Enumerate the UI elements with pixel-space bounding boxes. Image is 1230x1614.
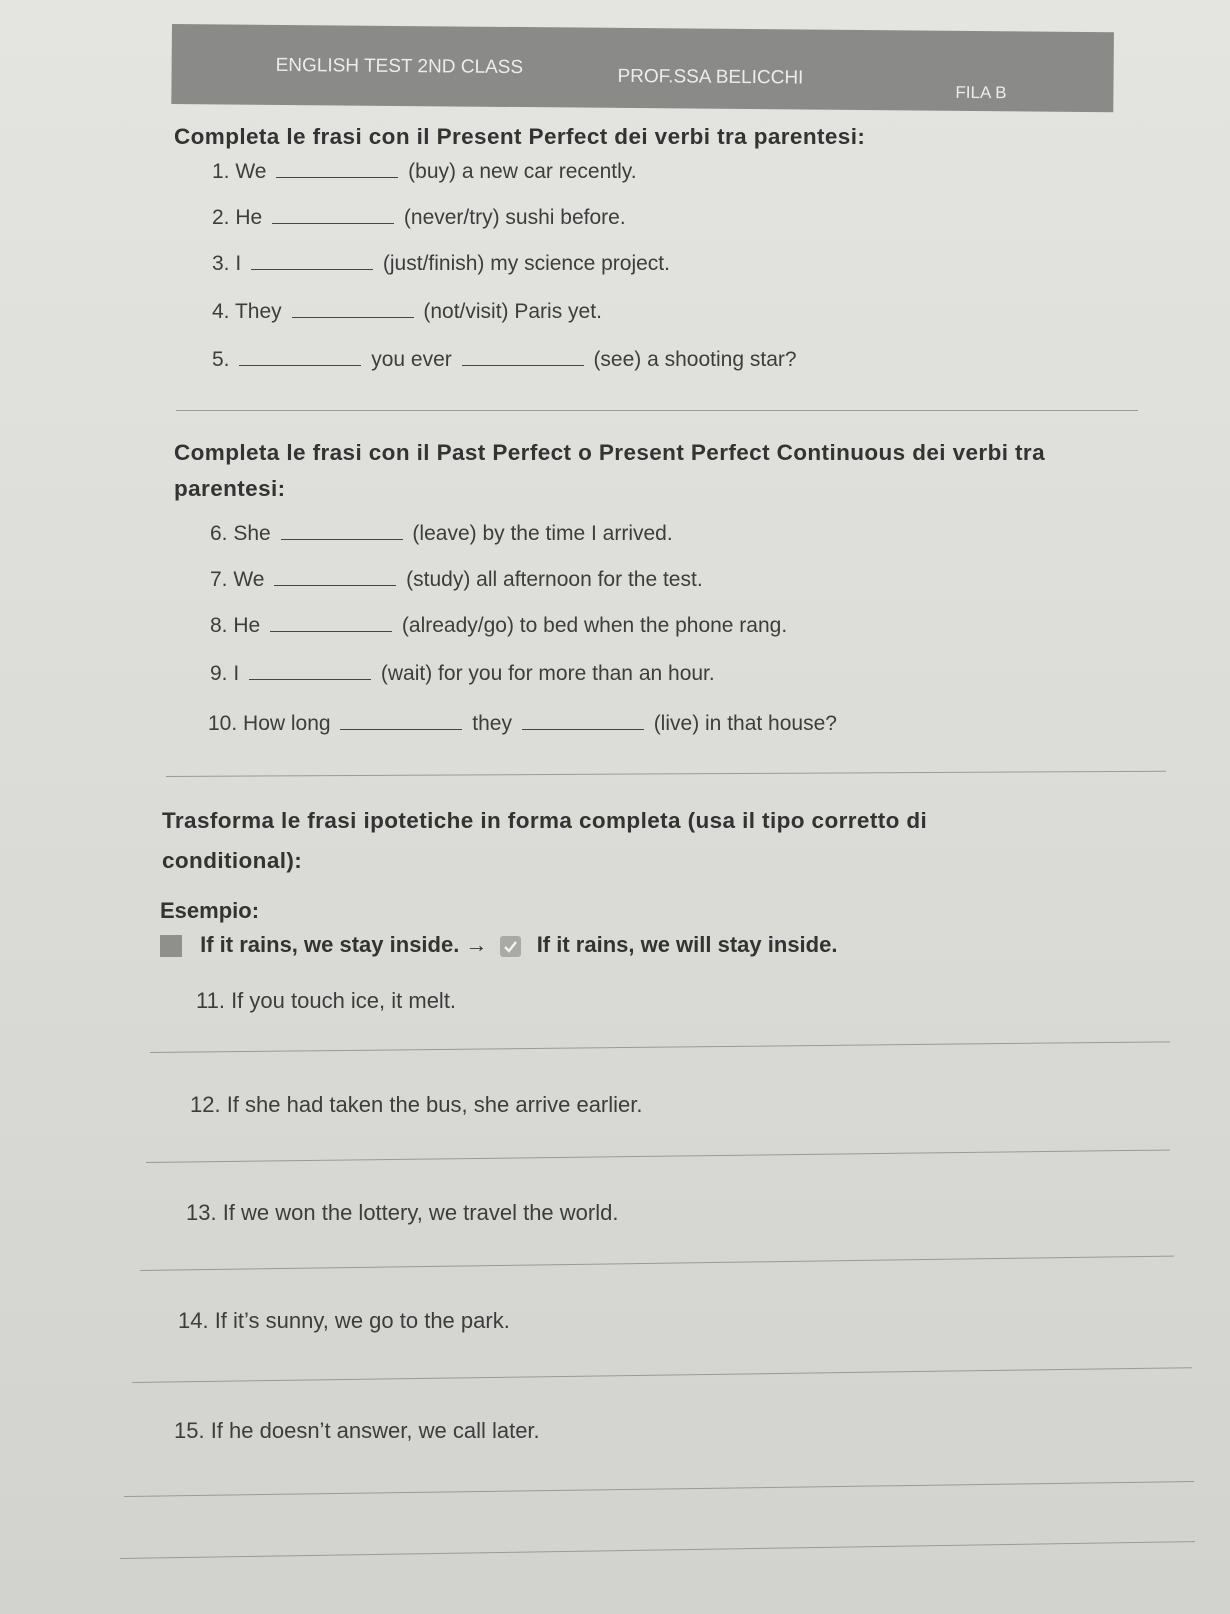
- answer-line[interactable]: [140, 1256, 1174, 1271]
- exercise-item-9: [210, 662, 715, 686]
- exercise-item-1: [212, 160, 637, 184]
- answer-line[interactable]: [124, 1481, 1194, 1497]
- section3-instruction-cont: conditional):: [162, 848, 303, 873]
- exercise-item-6: [210, 522, 673, 546]
- item-subject: How long: [243, 712, 331, 735]
- item-subject: We: [235, 160, 267, 183]
- exercise-item-7: [210, 568, 703, 592]
- answer-blank[interactable]: [270, 617, 392, 632]
- example-wrong: If it rains, we stay inside. →: [200, 932, 488, 957]
- answer-blank[interactable]: [239, 351, 361, 366]
- wrong-marker-icon: [160, 935, 182, 957]
- answer-blank[interactable]: [251, 255, 373, 270]
- answer-line[interactable]: [146, 1149, 1170, 1163]
- divider: [176, 410, 1138, 411]
- item-subject: He: [233, 614, 261, 637]
- answer-line[interactable]: [120, 1541, 1195, 1559]
- item-text: (never/try) sushi before.: [403, 206, 626, 229]
- answer-line[interactable]: [150, 1041, 1170, 1053]
- item-number: 9.: [210, 662, 228, 685]
- divider: [166, 771, 1166, 777]
- section1-instruction: Completa le frasi con il Present Perfect dei verbi tra parentesi:: [174, 124, 866, 149]
- item-number: 1.: [212, 160, 230, 183]
- item-subject: We: [233, 568, 265, 591]
- item-text: (wait) for you for more than an hour.: [380, 662, 715, 685]
- answer-blank[interactable]: [522, 715, 644, 730]
- item-text: (not/visit) Paris yet.: [423, 300, 602, 323]
- exercise-item-4: [212, 300, 602, 324]
- exercise-item-10: [208, 712, 837, 736]
- item-number: 10.: [208, 712, 238, 735]
- answer-blank[interactable]: [249, 665, 371, 680]
- teacher-name: PROF.SSA BELICCHI: [617, 65, 804, 89]
- answer-blank[interactable]: [274, 571, 396, 586]
- item-subject: They: [234, 300, 282, 323]
- item-mid-text: you ever: [371, 348, 452, 371]
- item-number: 7.: [210, 568, 228, 591]
- test-title: ENGLISH TEST 2ND CLASS: [275, 54, 524, 79]
- transform-item-15: 15. If he doesn’t answer, we call later.: [174, 1418, 540, 1443]
- section3-instruction: Trasforma le frasi ipotetiche in forma completa (usa il tipo corretto di: [162, 808, 928, 833]
- item-number: 4.: [212, 300, 230, 323]
- item-subject: I: [233, 662, 240, 685]
- exercise-item-2: [212, 206, 626, 230]
- item-text: (just/finish) my science project.: [382, 252, 670, 275]
- example-right: If it rains, we will stay inside.: [536, 932, 838, 957]
- transform-item-13: 13. If we won the lottery, we travel the world.: [186, 1200, 619, 1225]
- item-number: 3.: [212, 252, 230, 275]
- header-bar: [171, 24, 1114, 112]
- answer-blank[interactable]: [292, 303, 414, 318]
- item-text: (leave) by the time I arrived.: [412, 522, 673, 545]
- exercise-item-5: [212, 348, 797, 372]
- item-subject: She: [233, 522, 271, 545]
- answer-line[interactable]: [132, 1367, 1192, 1383]
- item-text: (live) in that house?: [653, 712, 837, 735]
- transform-item-11: 11. If you touch ice, it melt.: [196, 988, 457, 1013]
- example-sentence: [160, 932, 837, 958]
- checkmark-icon: [500, 936, 521, 957]
- item-text: (already/go) to bed when the phone rang.: [401, 614, 788, 637]
- item-subject: He: [235, 206, 263, 229]
- item-number: 8.: [210, 614, 228, 637]
- transform-item-14: 14. If it’s sunny, we go to the park.: [178, 1308, 510, 1333]
- test-row: FILA B: [955, 82, 1007, 103]
- item-number: 2.: [212, 206, 230, 229]
- item-mid-text: they: [472, 712, 512, 735]
- item-subject: I: [235, 252, 242, 275]
- section2-instruction-cont: parentesi:: [174, 476, 286, 501]
- transform-item-12: 12. If she had taken the bus, she arrive earlier.: [190, 1092, 643, 1117]
- answer-blank[interactable]: [276, 163, 398, 178]
- item-text: (buy) a new car recently.: [408, 160, 637, 183]
- answer-blank[interactable]: [281, 525, 403, 540]
- exercise-item-3: [212, 252, 670, 276]
- item-number: 6.: [210, 522, 228, 545]
- item-number: 5.: [212, 348, 230, 371]
- example-label: Esempio:: [160, 898, 260, 923]
- item-text: (study) all afternoon for the test.: [406, 568, 703, 591]
- answer-blank[interactable]: [462, 351, 584, 366]
- answer-blank[interactable]: [340, 715, 462, 730]
- item-text: (see) a shooting star?: [593, 348, 797, 371]
- section2-instruction: Completa le frasi con il Past Perfect o Present Perfect Continuous dei verbi tra: [174, 440, 1045, 465]
- exercise-item-8: [210, 614, 787, 638]
- answer-blank[interactable]: [272, 209, 394, 224]
